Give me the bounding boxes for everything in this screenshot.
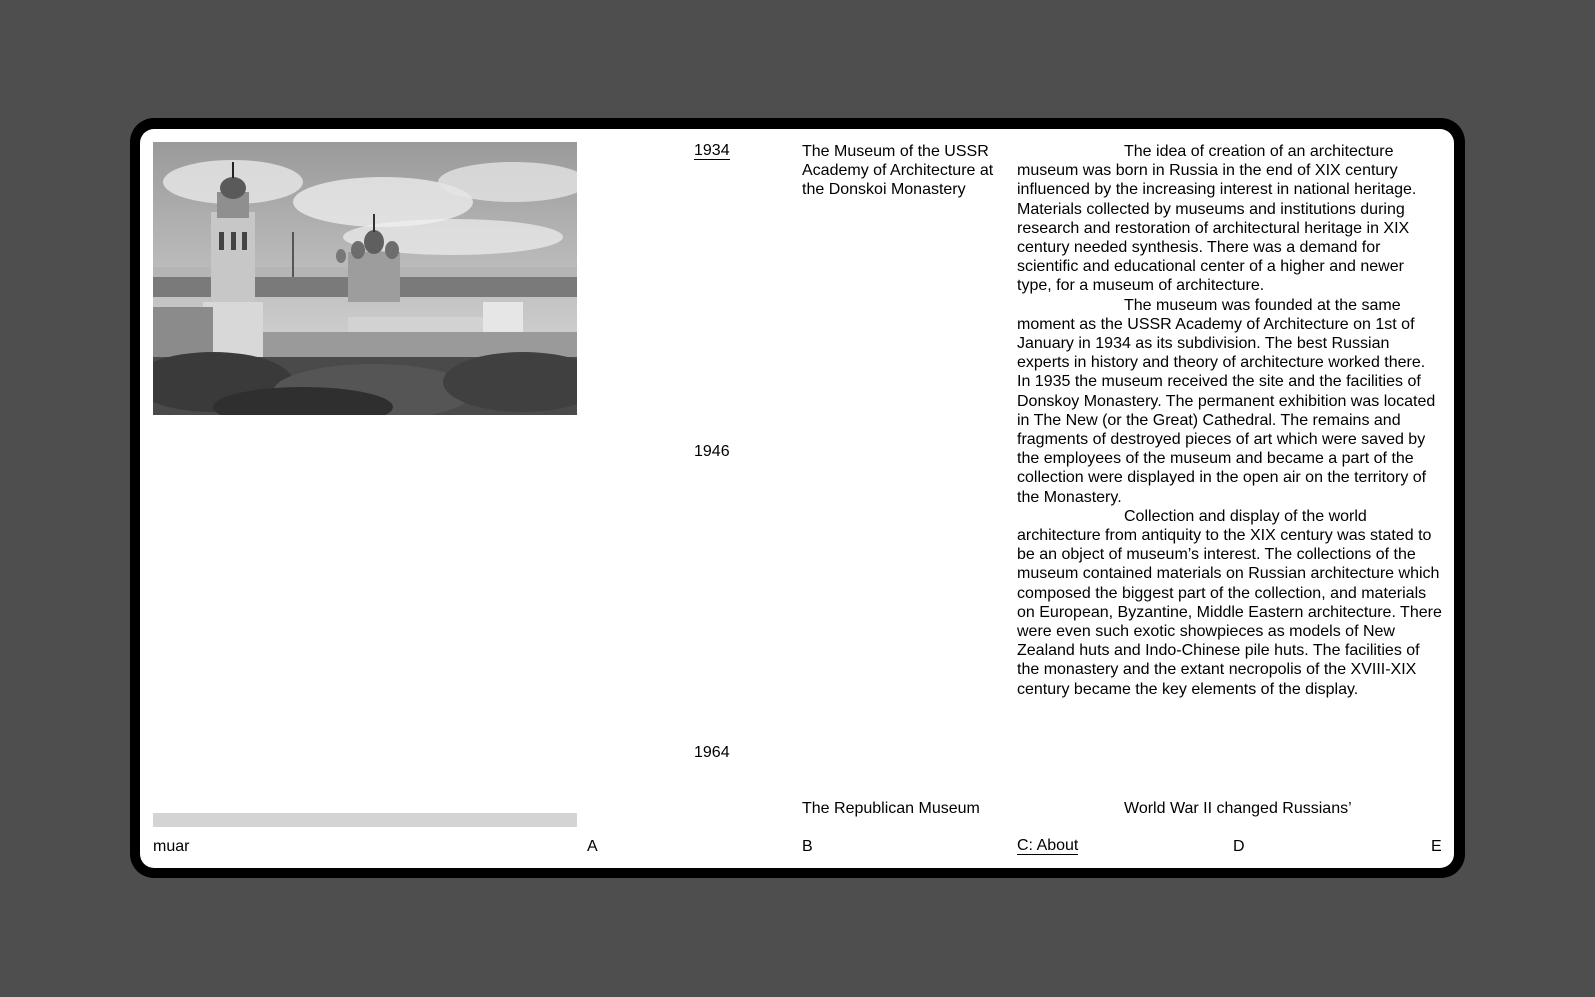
- logo-link[interactable]: muar: [153, 838, 190, 855]
- nav-link-d[interactable]: D: [1233, 838, 1245, 855]
- screen: [140, 129, 1454, 868]
- year-link-1934[interactable]: 1934: [694, 142, 730, 159]
- nav-link-a[interactable]: A: [587, 838, 598, 855]
- nav-link-e[interactable]: E: [1431, 838, 1442, 855]
- paragraph: The museum was founded at the same moment as the USSR Academy of Architecture on 1st of January in 1934 as its subdivision. The best Russian experts in history and theory of architecture worked there. In 1935 the museum received the site and the facilities of Donskoy Monastery. The permanent exhibition was located in The New (or the Great) Cathedral. The remains and fragments of destroyed pieces of art which were saved by the employees of the museum and became a part of the collection were displayed in the open air on the territory of the Monastery.: [1017, 296, 1436, 506]
- paragraph: The idea of creation of an architecture museum was born in Russia in the end of XIX century influenced by the increasing interest in national heritage. Materials collected by museums and institutions during research and restoration of architectural heritage in XIX century needed synthesis. There was a demand for scientific and educational center of a higher and newer type, for a museum of architecture.: [1017, 143, 1417, 295]
- monastery-photo: [153, 142, 577, 415]
- next-paragraph: World War II changed Russians’: [1124, 800, 1352, 817]
- year-link-1946[interactable]: 1946: [694, 443, 730, 460]
- scroll-content[interactable]: [140, 129, 1454, 827]
- paragraph: Collection and display of the world architecture from antiquity to the XIX century was stated to be an object of museum’s interest. The collections of the museum contained materials on Russian architecture which composed the biggest part of the collection, and materials on European, Byzantine, Middle Eastern architecture. There were even such exotic showpieces as models of New Zealand huts and Indo-Chinese pile huts. The facilities of the monastery and the extant necropolis of the XVIII-XIX century became the key elements of the display.: [1017, 507, 1442, 698]
- entry-body-text: [1017, 142, 1442, 699]
- bottom-nav: [140, 837, 1454, 857]
- year-link-1964[interactable]: 1964: [694, 744, 730, 761]
- entry-title-next: The Republican Museum: [802, 800, 980, 817]
- nav-link-about[interactable]: C: About: [1017, 837, 1079, 854]
- entry-title-1934: The Museum of the USSR Academy of Architecture at the Donskoi Monastery: [802, 143, 994, 198]
- next-entry-photo: [153, 813, 577, 827]
- nav-link-b[interactable]: B: [802, 838, 813, 855]
